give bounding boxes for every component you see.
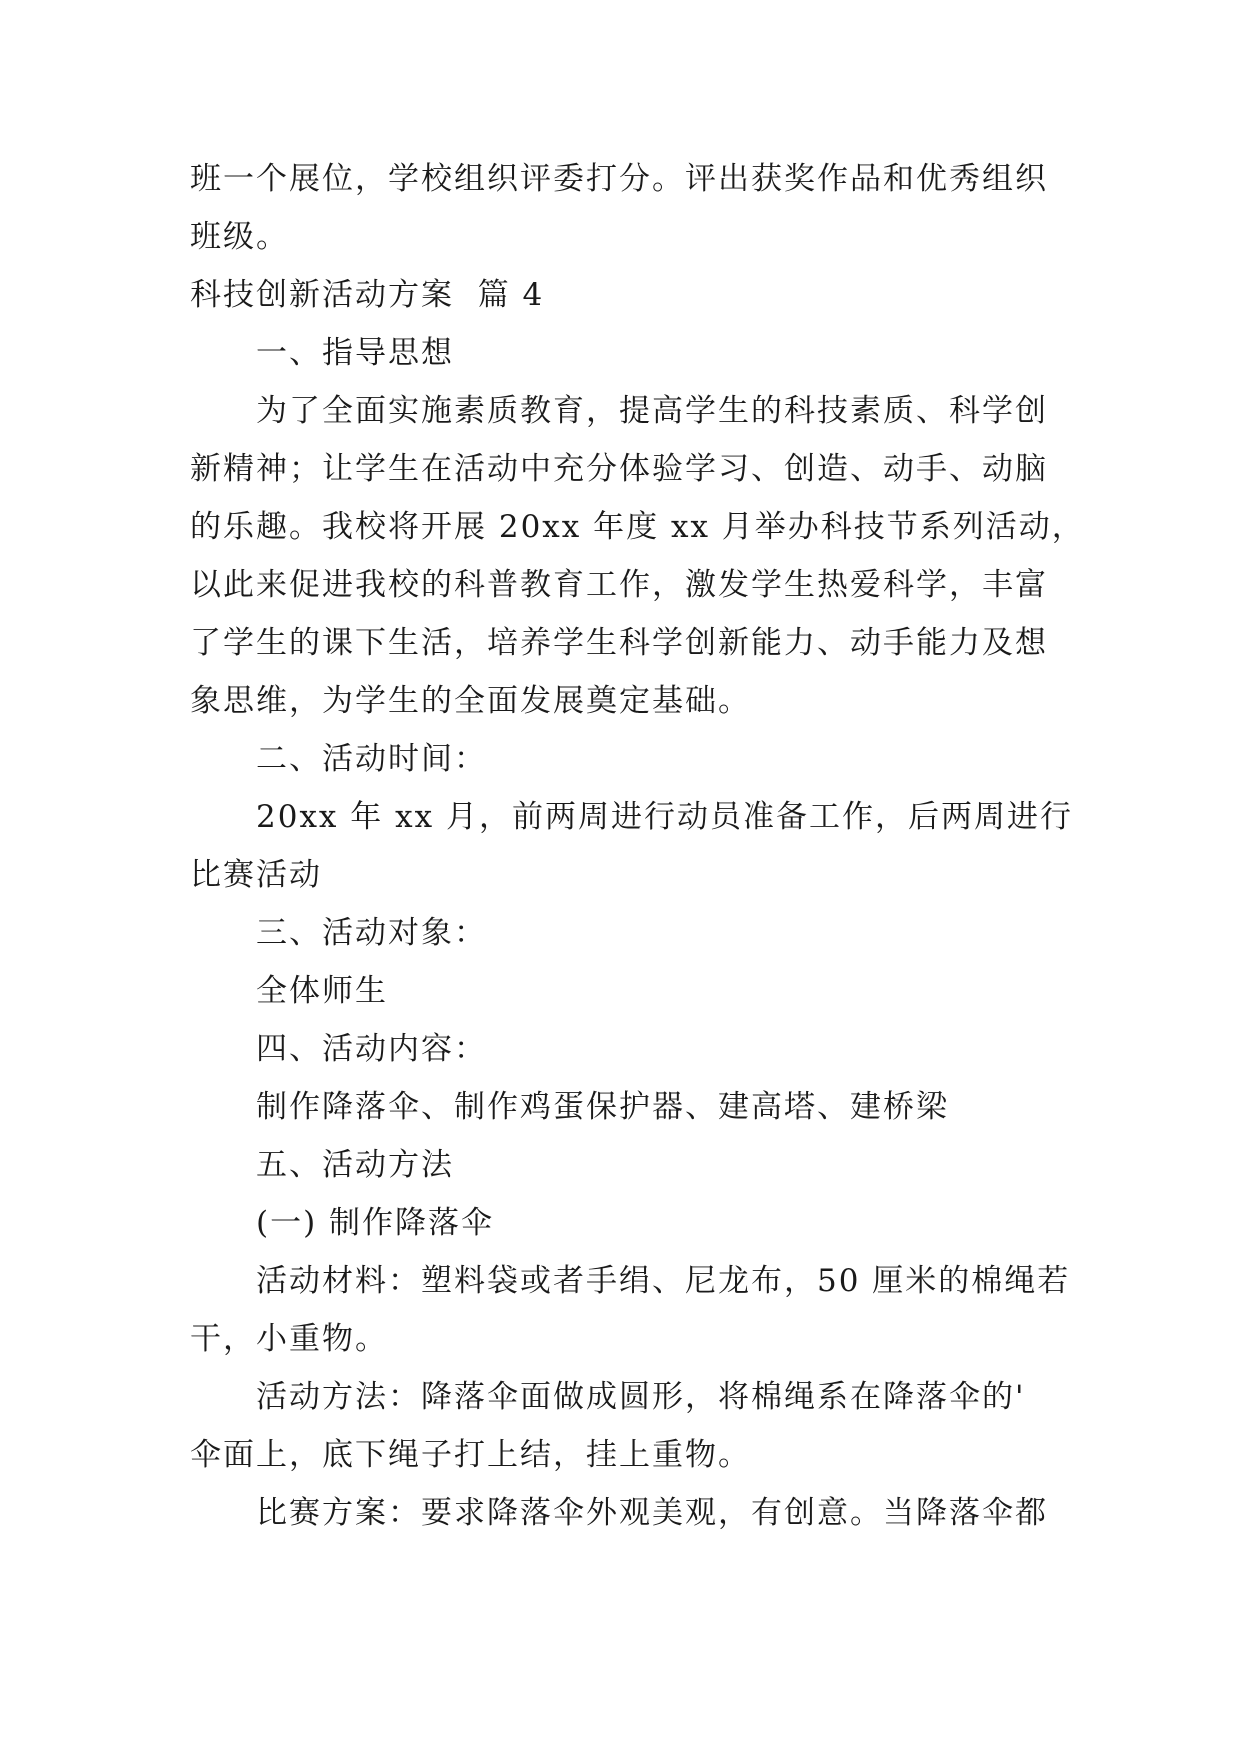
- text-line: 干，小重物。: [190, 1321, 388, 1357]
- paragraph-h3: [190, 904, 1070, 962]
- paragraph-p5: [190, 1252, 1070, 1368]
- paragraph-p2: [190, 788, 1073, 904]
- paragraph-h4: [190, 1020, 1070, 1078]
- paragraph-p6: [190, 1368, 1070, 1484]
- text-line: 一、指导思想: [256, 335, 454, 371]
- text-line: 班级。: [190, 219, 289, 255]
- paragraph-p1: [190, 382, 1085, 730]
- text-line: 五、活动方法: [256, 1147, 454, 1183]
- paragraph-p4: [190, 1078, 1070, 1136]
- paragraph-h5: [190, 1136, 1070, 1194]
- text-line: 伞面上，底下绳子打上结，挂上重物。: [190, 1437, 751, 1473]
- text-line: 象思维，为学生的全面发展奠定基础。: [190, 683, 751, 719]
- text-line: 三、活动对象：: [256, 915, 487, 951]
- text-line: 新精神；让学生在活动中充分体验学习、创造、动手、动脑: [190, 451, 1048, 487]
- text-line: 了学生的课下生活，培养学生科学创新能力、动手能力及想: [190, 625, 1048, 661]
- paragraph-h5a: [190, 1194, 1070, 1252]
- paragraph-p3: [190, 962, 1070, 1020]
- text-line: 以此来促进我校的科普教育工作，激发学生热爱科学，丰富: [190, 567, 1048, 603]
- text-line: 为了全面实施素质教育，提高学生的科技素质、科学创: [256, 393, 1048, 429]
- text-line: 科技创新活动方案 篇 4: [190, 277, 545, 313]
- document-body: [190, 150, 1085, 1542]
- text-line: (一) 制作降落伞: [256, 1205, 495, 1241]
- text-line: 活动方法：降落伞面做成圆形，将棉绳系在降落伞的': [256, 1379, 1026, 1415]
- text-line: 比赛方案：要求降落伞外观美观，有创意。当降落伞都: [256, 1495, 1048, 1531]
- paragraph-h2: [190, 730, 1070, 788]
- text-line: 全体师生: [256, 973, 388, 1009]
- paragraph-p7: [190, 1484, 1070, 1542]
- text-line: 制作降落伞、制作鸡蛋保护器、建高塔、建桥梁: [256, 1089, 949, 1125]
- text-line: 四、活动内容：: [256, 1031, 487, 1067]
- text-line: 活动材料：塑料袋或者手绢、尼龙布，50 厘米的棉绳若: [256, 1263, 1071, 1299]
- text-line: 班一个展位，学校组织评委打分。评出获奖作品和优秀组织: [190, 161, 1048, 197]
- text-line: 的乐趣。我校将开展 20xx 年度 xx 月举办科技节系列活动，: [190, 509, 1085, 545]
- paragraph-p0: [190, 150, 1070, 266]
- paragraph-title: [190, 266, 1070, 324]
- text-line: 20xx 年 xx 月，前两周进行动员准备工作，后两周进行: [256, 799, 1073, 835]
- text-line: 二、活动时间：: [256, 741, 487, 777]
- text-line: 比赛活动: [190, 857, 322, 893]
- paragraph-h1: [190, 324, 1070, 382]
